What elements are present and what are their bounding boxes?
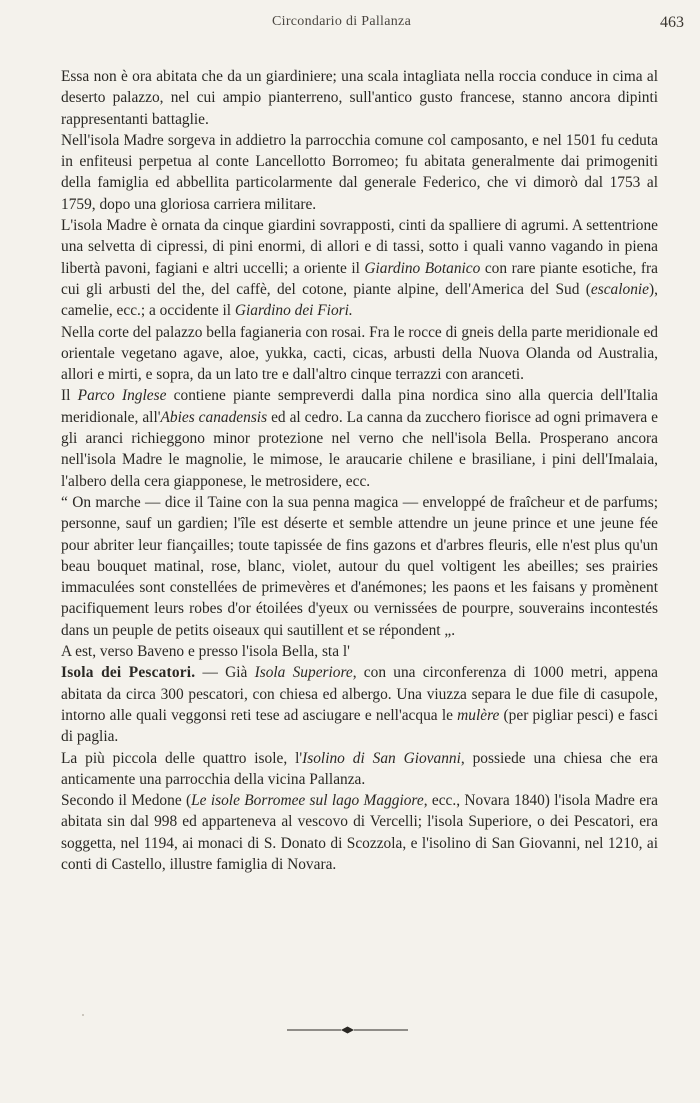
paragraph-9: [61, 748, 658, 791]
paragraph-5-text-c: ed al cedro. La canna da zucchero fiorisce ad ogni primavera e gli aranci richieggono minor protezione nel verno che nell'isola Bella. Prosperano ancora nell'isola Madre le magnolie, le mimose, le araucarie chilene e brasiliane, i pini dell'Imalaia, l'albero della cera giapponese, le metrosidere, ecc.: [61, 408, 658, 490]
italic-giardino-botanico: Giardino Botanico: [364, 259, 481, 277]
italic-escalonie: escalonie: [590, 280, 650, 298]
italic-parco-inglese: Parco Inglese: [77, 387, 167, 405]
page-number: 463: [660, 14, 684, 31]
paragraph-9-text-b: , possiede una chiesa che era anticamente una parrocchia della vicina Pallanza.: [61, 749, 658, 788]
italic-giardino-dei-fiori: Giardino dei Fiori.: [234, 302, 353, 320]
italic-isola-superiore: Isola Superiore: [254, 664, 353, 682]
paragraph-3: [61, 215, 658, 321]
paragraph-4-text: Nella corte del palazzo bella fagianeria con rosai. Fra le rocce di gneis della parte meridionale ed orientale vegetano agave, aloe, yukka, cacti, cicas, arbusti della Nuova Olanda od Australia, allori e mirti, e sopra, da un lato tre e dall'altro cinque terrazzi con aranceti.: [61, 323, 658, 384]
italic-book-title: Le isole Borromee sul lago Maggiore: [191, 792, 424, 810]
paragraph-7-text: A est, verso Baveno e presso l'isola Bella, sta l': [61, 643, 350, 661]
paper-speck: [82, 1014, 84, 1016]
paragraph-5: [61, 385, 658, 491]
page-header: [0, 14, 700, 36]
paragraph-4: [61, 322, 658, 386]
running-title: Circondario di Pallanza: [272, 14, 412, 29]
paragraph-8-text-b: , con una circonferenza di 1000 metri, appena abitata da circa 300 pescatori, con chiesa ed albergo. Una viuzza separa le due file di casupole, intorno alle quali veggonsi reti tese ad asciugare e nell'acqua le: [61, 664, 659, 724]
paragraph-1-text: Essa non è ora abitata che da un giardiniere; una scala intagliata nella roccia conduce in cima al deserto palazzo, nel cui ampio pianterreno, sull'antico gusto francese, stanno ancora dipinti rappresentanti battaglie.: [61, 68, 658, 128]
paragraph-10-text-a: Secondo il Medone (: [61, 792, 192, 810]
section-heading-isola-dei-pescatori: Isola dei Pescatori.: [61, 664, 196, 682]
paragraph-3-text-c: ), camelie, ecc.; a occidente il: [61, 280, 658, 320]
paragraph-9-text-a: La più piccola delle quattro isole, l': [61, 749, 303, 767]
paragraph-10: [61, 790, 658, 875]
paragraph-1: [61, 66, 658, 130]
paragraph-7: [61, 641, 658, 662]
paragraph-5-text-b: contiene piante sempreverdi dalla pina nordica sino alla quercia dell'Italia meridionale, all': [61, 387, 658, 426]
paragraph-2: [61, 130, 658, 215]
paragraph-8-text-c: (per pigliar pesci) e fasci di paglia.: [61, 706, 658, 746]
paragraph-3-text-a: L'isola Madre è ornata da cinque giardini sovrapposti, cinti da spalliere di agrumi. A settentrione una selvetta di cipressi, di pini enormi, di allori e di tassi, sotto i quali vanno vagando in piena libertà pavoni, fagiani e altri uccelli; a oriente il: [61, 217, 658, 277]
paragraph-6-text: “ On marche — dice il Taine con la sua penna magica — enveloppé de fraîcheur et de parfums; personne, sauf un gardien; l'île est déserte et semble attendre un jeune prince et une jeune fée pour abriter leur fiançailles; toute tapissée de fins gazons et d'arbres fleuris, elle n'est plus qu'un beau bouquet matinal, rose, blanc, violet, autour du quel voltigent les abeilles; ses prairies immaculées sont constellées de primevères et d'anémones; les paons et les faisans y promènent pacifiquement leurs robes d'or étoilées d'yeux ou vernissées de pourpre, souverains incontestés dans un peuple de petits oiseaux qui sautillent et se répondent „.: [61, 493, 658, 639]
italic-isolino-san-giovanni: Isolino di San Giovanni: [302, 749, 461, 767]
paragraph-8: [61, 662, 658, 747]
italic-mulere: mulère: [457, 706, 500, 724]
paragraph-5-text-a: Il: [61, 387, 78, 405]
paragraph-10-text-b: , ecc., Novara 1840) l'isola Madre era abitata sin dal 998 ed apparteneva al vescovo di Vercelli; l'isola Superiore, o dei Pescatori, era soggetta, nel 1194, ai monaci di S. Donato di Scozzola, e l'isolino di San Giovanni, nel 1210, ai conti di Castello, illustre famiglia di Novara.: [61, 792, 659, 873]
paragraph-8-text-a: — Già: [195, 664, 255, 682]
section-end-ornament: [285, 1024, 410, 1036]
paragraph-3-text-b: con rare piante esotiche, fra cui gli arbusti del the, del caffè, del cotone, piante alpine, dell'America del Sud (: [61, 259, 658, 298]
paragraph-2-text: Nell'isola Madre sorgeva in addietro la parrocchia comune col camposanto, e nel 1501 fu ceduta in enfiteusi perpetua al conte Lancellotto Borromeo; fu abitata generalmente dai primogeniti della famiglia ed abbellita particolarmente dal generale Federico, che vi dimorò dal 1753 al 1759, dopo una gloriosa carriera militare.: [61, 131, 658, 213]
paragraph-6-quotation: [61, 492, 658, 641]
body-text: [61, 66, 658, 875]
italic-abies-canadensis: Abies canadensis: [160, 408, 268, 426]
